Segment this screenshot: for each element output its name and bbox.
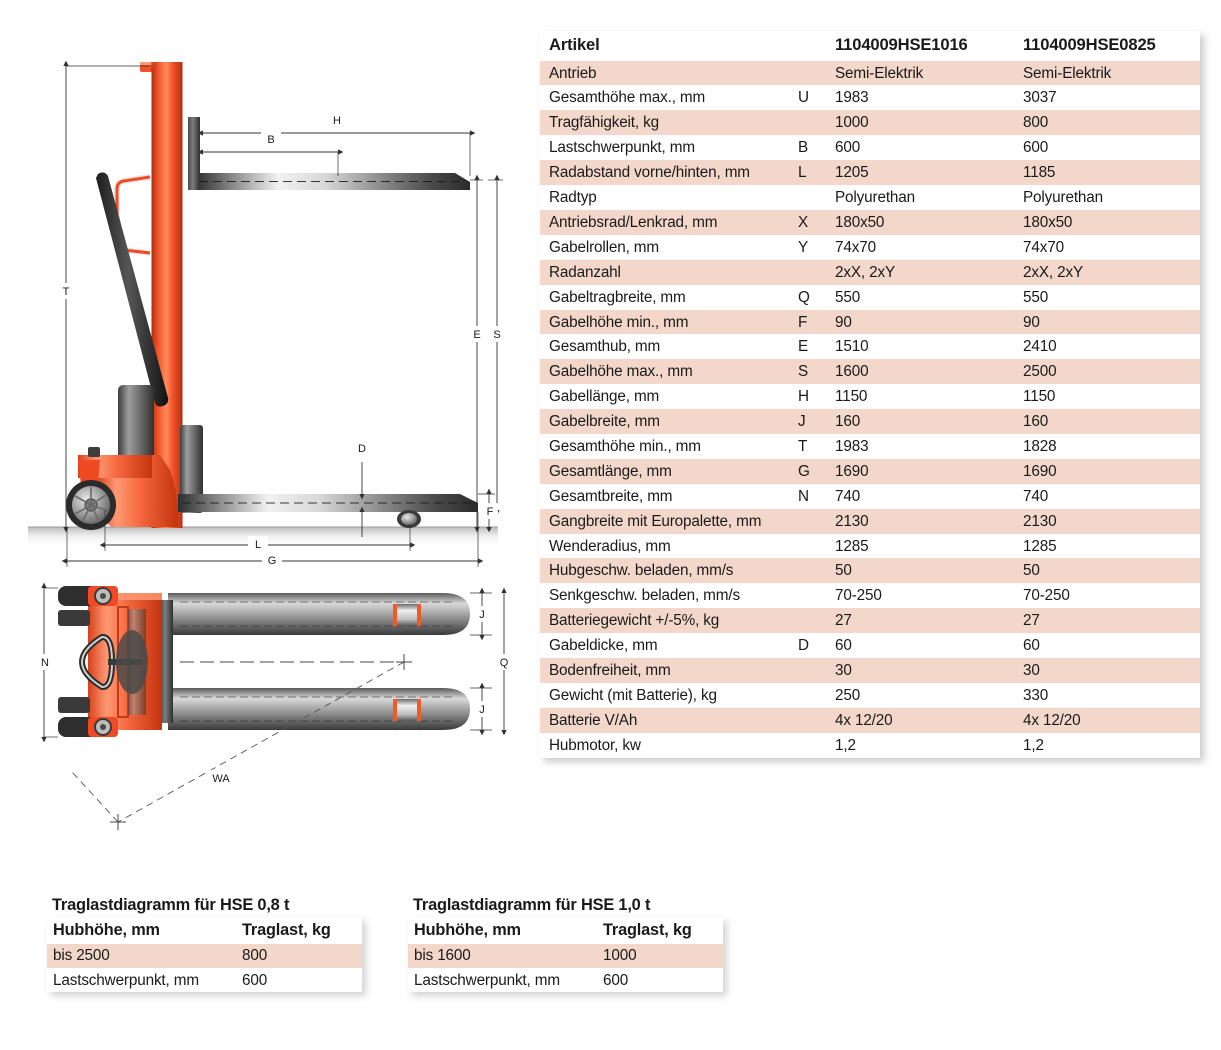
- spec-table-row: [540, 61, 1200, 86]
- dimension-Q: [495, 593, 513, 730]
- spec-row-label: Antrieb: [549, 64, 597, 82]
- spec-row-label: Gesamtlänge, mm: [549, 462, 672, 480]
- top-drive-wheel-lower: [58, 717, 118, 737]
- spec-row-label: Hubmotor, kw: [549, 736, 641, 754]
- spec-row-value-1: 1690: [835, 462, 869, 480]
- spec-row-value-1: 30: [835, 661, 852, 679]
- load-roller: [397, 510, 421, 528]
- dim-label-T: T: [62, 286, 70, 298]
- spec-row-symbol: U: [798, 89, 809, 107]
- load-chart-cell-height: Lastschwerpunkt, mm: [53, 971, 199, 989]
- spec-row-symbol: [798, 110, 833, 135]
- spec-row-label: Gesamthub, mm: [549, 338, 661, 356]
- load-chart-cell-height: bis 1600: [414, 947, 471, 965]
- spec-row-value-2: 2410: [1023, 338, 1057, 356]
- specifications-table-container: [540, 31, 1200, 758]
- load-chart-cell-height: Lastschwerpunkt, mm: [414, 971, 560, 989]
- spec-row-symbol: [798, 658, 833, 683]
- spec-row-value-2: 3037: [1023, 89, 1057, 107]
- spec-table-row: [540, 310, 1200, 335]
- spec-row-label: Gewicht (mit Batterie), kg: [549, 686, 717, 704]
- caster-mount: [88, 447, 100, 457]
- spec-table-row: [540, 235, 1200, 260]
- spec-table-row: [540, 359, 1200, 384]
- spec-table-row: [540, 459, 1200, 484]
- spec-row-value-1: 1983: [835, 89, 869, 107]
- technical-drawing-panel: [0, 0, 535, 870]
- spec-row-value-2: 2500: [1023, 363, 1057, 381]
- load-chart-col-1: Hubhöhe, mm: [47, 917, 236, 944]
- spec-table-row: [540, 583, 1200, 608]
- spec-row-value-1: 1150: [835, 388, 868, 406]
- spec-row-value-1: 600: [835, 139, 861, 157]
- dim-label-E: E: [473, 329, 481, 341]
- dim-label-J-lower: J: [479, 704, 485, 716]
- top-drive-unit: [116, 630, 148, 694]
- spec-table-row: [540, 185, 1200, 210]
- spec-table-row: [540, 708, 1200, 733]
- dim-label-N: N: [41, 657, 49, 669]
- spec-row-symbol: J: [798, 413, 806, 431]
- top-drive-wheel-upper: [58, 586, 118, 606]
- spec-row-label: Tragfähigkeit, kg: [549, 114, 659, 132]
- dimension-J-upper: [470, 593, 492, 635]
- load-chart-row: [408, 968, 723, 992]
- spec-row-symbol: [798, 61, 833, 86]
- dim-label-F: F: [486, 506, 494, 518]
- spec-row-value-2: 1,2: [1023, 736, 1044, 754]
- spec-row-label: Gabelhöhe min., mm: [549, 313, 689, 331]
- spec-row-label: Gesamthöhe min., mm: [549, 437, 701, 455]
- load-chart-row: [408, 944, 723, 968]
- dim-label-D: D: [358, 443, 366, 455]
- spec-row-value-2: 550: [1023, 288, 1049, 306]
- dim-label-G: G: [267, 555, 277, 567]
- dim-label-L: L: [254, 539, 262, 551]
- spec-table-row: [540, 434, 1200, 459]
- spec-table-row: [540, 285, 1200, 310]
- spec-row-label: Radanzahl: [549, 263, 621, 281]
- spec-row-symbol: N: [798, 487, 809, 505]
- spec-row-label: Gabeldicke, mm: [549, 637, 658, 655]
- spec-row-value-2: Semi-Elektrik: [1023, 64, 1112, 82]
- spec-table-row: [540, 608, 1200, 633]
- spec-row-symbol: [798, 608, 833, 633]
- dim-label-S: S: [493, 329, 501, 341]
- spec-table-row: [540, 135, 1200, 160]
- spec-row-label: Bodenfreiheit, mm: [549, 661, 671, 679]
- spec-row-value-1: Polyurethan: [835, 189, 915, 207]
- top-fork-lower: [168, 688, 470, 730]
- spec-table-row: [540, 334, 1200, 359]
- load-chart-col-2: Traglast, kg: [597, 917, 723, 944]
- dim-label-H: H: [333, 115, 341, 127]
- load-chart-cell-capacity: 800: [242, 947, 268, 965]
- dimension-E: [468, 180, 486, 527]
- lowered-fork: [178, 494, 478, 512]
- spec-row-value-2: 74x70: [1023, 238, 1064, 256]
- load-chart-body: [47, 944, 362, 993]
- load-chart-header-row: [47, 917, 362, 944]
- spec-row-symbol: F: [798, 313, 808, 331]
- dim-label-Q: Q: [499, 657, 509, 669]
- spec-table-header-row: [540, 31, 1200, 61]
- spec-row-value-2: 70-250: [1023, 587, 1070, 605]
- spec-row-value-2: 800: [1023, 114, 1049, 132]
- spec-row-value-2: 2130: [1023, 512, 1057, 530]
- load-chart-cell-capacity: 600: [603, 971, 629, 989]
- spec-row-value-1: 2130: [835, 512, 869, 530]
- spec-row-value-2: 30: [1023, 661, 1040, 679]
- spec-row-value-2: 600: [1023, 139, 1049, 157]
- spec-row-symbol: [798, 534, 833, 559]
- load-chart-row: [47, 968, 362, 992]
- spec-row-symbol: [798, 708, 833, 733]
- header-model-1: 1104009HSE1016: [833, 31, 1021, 61]
- spec-row-value-2: 180x50: [1023, 213, 1073, 231]
- spec-row-label: Gesamthöhe max., mm: [549, 89, 706, 107]
- spec-table-row: [540, 509, 1200, 534]
- spec-table-row: [540, 633, 1200, 658]
- spec-row-label: Gesamtbreite, mm: [549, 487, 673, 505]
- fork-roller-upper: [393, 604, 421, 626]
- spec-table-row: [540, 210, 1200, 235]
- load-chart-cell-capacity: 600: [242, 971, 268, 989]
- spec-row-label: Wenderadius, mm: [549, 537, 671, 555]
- spec-row-value-1: 1983: [835, 437, 869, 455]
- spec-row-value-1: 50: [835, 562, 852, 580]
- spec-row-value-1: 4x 12/20: [835, 711, 893, 729]
- load-chart-table: [408, 917, 723, 992]
- spec-row-value-2: 60: [1023, 637, 1040, 655]
- spec-row-value-1: 1205: [835, 164, 869, 182]
- dimension-B: [203, 131, 338, 176]
- spec-row-symbol: [798, 185, 833, 210]
- spec-row-label: Batteriegewicht +/-5%, kg: [549, 612, 720, 630]
- spec-row-label: Batterie V/Ah: [549, 711, 638, 729]
- spec-table-row: [540, 658, 1200, 683]
- dim-label-B: B: [267, 134, 275, 146]
- spec-row-value-2: 50: [1023, 562, 1040, 580]
- load-chart-row: [47, 944, 362, 968]
- load-chart-hse-08t: [47, 896, 362, 992]
- spec-row-label: Gangbreite mit Europalette, mm: [549, 512, 762, 530]
- spec-row-value-1: Semi-Elektrik: [835, 64, 924, 82]
- dimension-S: [488, 180, 506, 510]
- spec-row-value-1: 160: [835, 413, 861, 431]
- spec-row-symbol: [798, 583, 833, 608]
- spec-row-value-1: 1510: [835, 338, 869, 356]
- load-chart-hse-10t: [408, 896, 723, 992]
- header-symbol: [798, 31, 833, 61]
- specifications-table: [540, 31, 1200, 758]
- side-view: [28, 62, 506, 568]
- spec-table-row: [540, 558, 1200, 583]
- spec-row-symbol: [798, 683, 833, 708]
- spec-row-label: Gabelhöhe max., mm: [549, 363, 693, 381]
- spec-row-value-1: 74x70: [835, 238, 876, 256]
- spec-row-value-2: 160: [1023, 413, 1049, 431]
- spec-table-row: [540, 85, 1200, 110]
- load-chart-title: Traglastdiagramm für HSE 1,0 t: [413, 896, 651, 914]
- spec-row-symbol: S: [798, 363, 809, 381]
- spec-row-symbol: Q: [798, 288, 810, 306]
- spec-table-row: [540, 409, 1200, 434]
- header-model-2: 1104009HSE0825: [1021, 31, 1200, 61]
- dimension-F: [478, 494, 498, 527]
- raised-fork: [196, 173, 470, 190]
- load-chart-table: [47, 917, 362, 992]
- load-chart-col-2: Traglast, kg: [236, 917, 362, 944]
- spec-row-symbol: [798, 733, 833, 758]
- spec-row-value-2: 1150: [1023, 388, 1056, 406]
- fork-roller-lower: [393, 699, 421, 721]
- spec-row-value-2: 1285: [1023, 537, 1057, 555]
- spec-row-symbol: E: [798, 338, 809, 356]
- spec-table-row: [540, 484, 1200, 509]
- steer-wheel: [66, 480, 116, 530]
- load-chart-body: [408, 944, 723, 993]
- spec-row-value-2: 1828: [1023, 437, 1057, 455]
- spec-row-label: Radtyp: [549, 189, 597, 207]
- spec-table-row: [540, 733, 1200, 758]
- spec-row-value-2: 27: [1023, 612, 1040, 630]
- spec-row-symbol: G: [798, 462, 810, 480]
- spec-row-symbol: Y: [798, 238, 809, 256]
- dim-label-J-upper: J: [479, 609, 485, 621]
- spec-row-value-1: 70-250: [835, 587, 882, 605]
- spec-row-label: Gabellänge, mm: [549, 388, 660, 406]
- spec-row-value-1: 1600: [835, 363, 869, 381]
- spec-row-value-2: 330: [1023, 686, 1049, 704]
- spec-row-value-2: Polyurethan: [1023, 189, 1103, 207]
- stabiliser-pad-upper: [58, 610, 90, 626]
- spec-row-value-1: 2xX, 2xY: [835, 263, 896, 281]
- spec-row-label: Gabelbreite, mm: [549, 413, 660, 431]
- spec-row-value-1: 1000: [835, 114, 869, 132]
- spec-row-value-2: 4x 12/20: [1023, 711, 1081, 729]
- header-label: Artikel: [540, 31, 798, 61]
- spec-row-label: Hubgeschw. beladen, mm/s: [549, 562, 734, 580]
- load-chart-cell-capacity: 1000: [603, 947, 637, 965]
- top-fork-upper: [168, 593, 470, 635]
- forklift-technical-drawing: [0, 0, 535, 870]
- dim-label-WA: WA: [212, 773, 230, 785]
- spec-row-symbol: B: [798, 139, 809, 157]
- spec-row-symbol: H: [798, 388, 809, 406]
- top-view: [36, 586, 513, 830]
- spec-row-value-2: 2xX, 2xY: [1023, 263, 1084, 281]
- dimension-D: [352, 440, 372, 537]
- spec-table-row: [540, 683, 1200, 708]
- spec-row-value-1: 550: [835, 288, 861, 306]
- load-chart-cell-height: bis 2500: [53, 947, 110, 965]
- spec-row-symbol: X: [798, 213, 809, 231]
- stabiliser-pad-lower: [58, 697, 90, 713]
- spec-row-value-1: 1,2: [835, 736, 856, 754]
- fork-carriage: [188, 117, 200, 190]
- spec-row-label: Gabeltragbreite, mm: [549, 288, 686, 306]
- spec-row-symbol: [798, 509, 833, 534]
- spec-row-symbol: [798, 558, 833, 583]
- spec-table-row: [540, 260, 1200, 285]
- load-chart-header-row: [408, 917, 723, 944]
- spec-row-label: Antriebsrad/Lenkrad, mm: [549, 213, 718, 231]
- spec-row-value-2: 90: [1023, 313, 1040, 331]
- spec-row-label: Gabelrollen, mm: [549, 238, 659, 256]
- spec-row-value-1: 90: [835, 313, 852, 331]
- spec-row-symbol: D: [798, 637, 809, 655]
- specifications-table-body: [540, 61, 1200, 758]
- dimension-H: [203, 112, 470, 176]
- spec-table-row: [540, 384, 1200, 409]
- spec-row-value-1: 740: [835, 487, 861, 505]
- spec-row-symbol: T: [798, 437, 808, 455]
- spec-table-row: [540, 160, 1200, 185]
- dimension-N: [36, 588, 58, 737]
- spec-row-symbol: L: [798, 164, 807, 182]
- spec-row-value-2: 740: [1023, 487, 1049, 505]
- spec-row-value-1: 1285: [835, 537, 869, 555]
- spec-row-symbol: [798, 260, 833, 285]
- dimension-J-lower: [470, 688, 492, 730]
- load-chart-title: Traglastdiagramm für HSE 0,8 t: [52, 896, 290, 914]
- spec-row-value-1: 250: [835, 686, 861, 704]
- spec-row-label: Senkgeschw. beladen, mm/s: [549, 587, 740, 605]
- spec-row-label: Lastschwerpunkt, mm: [549, 139, 695, 157]
- spec-row-value-1: 180x50: [835, 213, 885, 231]
- spec-row-label: Radabstand vorne/hinten, mm: [549, 164, 750, 182]
- spec-row-value-2: 1690: [1023, 462, 1057, 480]
- spec-row-value-2: 1185: [1023, 164, 1056, 182]
- spec-table-row: [540, 110, 1200, 135]
- spec-table-row: [540, 534, 1200, 559]
- spec-row-value-1: 60: [835, 637, 852, 655]
- load-chart-col-1: Hubhöhe, mm: [408, 917, 597, 944]
- spec-row-value-1: 27: [835, 612, 852, 630]
